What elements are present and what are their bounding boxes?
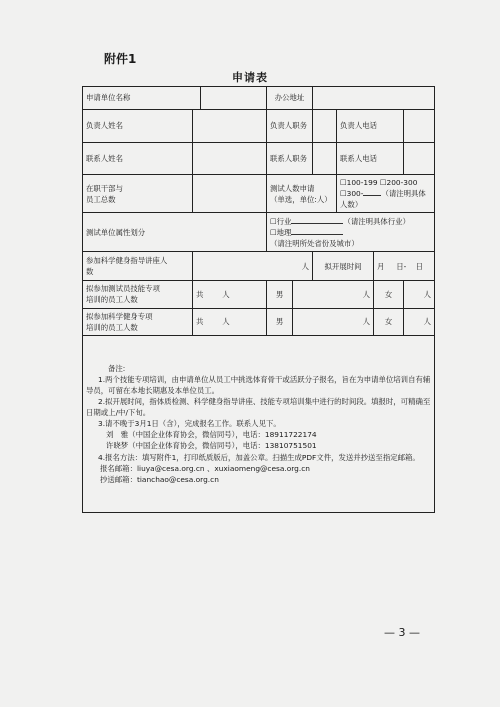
tester-training-label-line2: 培训的员工人数 <box>86 295 138 305</box>
tester-total-unit: 人 <box>222 289 230 299</box>
attribute-options <box>267 213 435 252</box>
form-row-unit <box>83 87 435 110</box>
fitness-female-unit: 人 <box>423 317 432 327</box>
form-title: 申请表 <box>232 71 268 84</box>
fitness-female-label: 女 <box>374 308 404 335</box>
fitness-training-label <box>83 308 193 335</box>
industry-blank[interactable] <box>291 216 343 224</box>
tester-female-field[interactable] <box>404 281 435 308</box>
tester-male-field[interactable] <box>293 281 374 308</box>
test-count-label-line2: （单选，单位:人） <box>270 194 332 204</box>
cc-email-line <box>86 474 431 485</box>
region-note: （请注明所处省份及城市） <box>270 238 359 248</box>
signup-email-line <box>86 463 431 474</box>
fitness-training-label-line2: 培训的员工人数 <box>86 322 138 332</box>
form-row-fitness-training <box>83 308 435 335</box>
contact-post-label: 联系人职务 <box>267 143 313 175</box>
note-item-1: 1.两个技能专项培训，由申请单位从员工中挑选体育骨干或活跃分子报名，旨在为申请单位培训自有辅导员，可留在本地长期惠及本单位员工。 <box>86 374 431 395</box>
contact-phone-label: 联系人电话 <box>337 143 404 175</box>
form-row-staff <box>83 175 435 213</box>
attachment-label: 附件1 <box>104 52 137 66</box>
form-row-contact <box>83 143 435 175</box>
day-label-2: 日 <box>415 261 424 271</box>
form-row-tester-training <box>83 281 435 308</box>
notes-cell <box>83 335 435 512</box>
day-label: 日 <box>396 261 404 271</box>
option-300-plus-checkbox[interactable]: ☐300- <box>340 189 364 199</box>
lecture-count-label <box>83 252 193 281</box>
signup-email-label: 报名邮箱： <box>100 463 137 473</box>
fitness-male-unit: 人 <box>362 317 371 327</box>
region-checkbox[interactable]: ☐地理 <box>270 227 292 237</box>
signup-email-value: liuya@cesa.org.cn 、xuxiaomeng@cesa.org.cn <box>136 463 310 473</box>
test-count-label <box>267 175 337 213</box>
form-row-attribute <box>83 213 435 252</box>
form-row-notes <box>83 335 435 512</box>
lecture-label-line1: 参加科学健身指导讲座人 <box>86 256 168 266</box>
unit-name-label: 申请单位名称 <box>83 87 201 110</box>
tester-female-unit: 人 <box>423 289 432 299</box>
office-address-field[interactable] <box>313 87 435 110</box>
option-100-199-checkbox[interactable]: ☐100-199 <box>340 178 378 187</box>
unit-name-field[interactable] <box>201 87 267 110</box>
tester-total-field[interactable] <box>193 281 267 308</box>
page-number: — 3 — <box>384 626 420 639</box>
range-dash: - <box>403 261 407 271</box>
lecture-unit: 人 <box>301 261 310 271</box>
staff-total-label-line1: 在职干部与 <box>86 183 123 193</box>
form-row-lecture <box>83 252 435 281</box>
tester-training-label-line1: 拟参加测试员技能专项 <box>86 284 160 294</box>
month-label: 月 <box>377 261 385 271</box>
tester-training-label <box>83 281 193 308</box>
attribute-label: 测试单位属性划分 <box>83 213 267 252</box>
cc-email-value: tianchao@cesa.org.cn <box>136 474 219 484</box>
lecture-count-field[interactable] <box>193 252 313 281</box>
contact-person-2: 许晓梦（中国企业体育协会，微信同号），电话：13810751501 <box>106 441 317 451</box>
planned-time-field[interactable] <box>374 252 435 281</box>
staff-total-label <box>83 175 193 213</box>
contact-name-label: 联系人姓名 <box>83 143 193 175</box>
fitness-total-field[interactable] <box>193 308 267 335</box>
planned-time-label: 拟开展时间 <box>313 252 374 281</box>
office-address-label: 办公地址 <box>267 87 313 110</box>
test-count-options <box>337 175 435 213</box>
leader-post-label: 负责人职务 <box>267 110 313 143</box>
fitness-total-unit: 人 <box>222 317 230 327</box>
option-300-note: （请注明具体人数） <box>340 189 426 210</box>
cc-email-label: 抄送邮箱： <box>100 474 137 484</box>
fitness-male-label: 男 <box>267 308 293 335</box>
industry-note: （请注明具体行业） <box>343 216 410 226</box>
note-item-3: 3.请不晚于3月1日（含），完成报名工作。联系人见下。 <box>98 419 281 429</box>
fitness-training-label-line1: 拟参加科学健身专项 <box>86 311 153 321</box>
leader-name-field[interactable] <box>193 110 267 143</box>
tester-female-label: 女 <box>374 281 404 308</box>
region-blank[interactable] <box>291 227 343 235</box>
tester-male-unit: 人 <box>362 289 371 299</box>
leader-post-field[interactable] <box>313 110 337 143</box>
application-form-table <box>82 86 435 513</box>
fitness-male-field[interactable] <box>293 308 374 335</box>
fitness-female-field[interactable] <box>404 308 435 335</box>
leader-name-label: 负责人姓名 <box>83 110 193 143</box>
contact-post-field[interactable] <box>313 143 337 175</box>
staff-total-label-line2: 员工总数 <box>86 194 116 204</box>
contact-name-field[interactable] <box>193 143 267 175</box>
staff-total-field[interactable] <box>193 175 267 213</box>
option-200-300-checkbox[interactable]: ☐200-300 <box>379 178 418 187</box>
note-item-4: 4.报名方法：填写附件1，打印纸质版后，加盖公章。扫描生成PDF文件，发送并抄送至指定邮箱。 <box>98 452 420 462</box>
test-count-label-line1: 测试人数申请 <box>270 183 315 193</box>
contact-person-1: 刘 雅（中国企业体育协会，微信同号），电话：18911722174 <box>106 430 317 440</box>
notes-heading: 备注: <box>108 363 126 373</box>
leader-phone-label: 负责人电话 <box>337 110 404 143</box>
industry-checkbox[interactable]: ☐行业 <box>270 216 292 226</box>
note-item-2: 2.拟开展时间，指体质检测、科学健身指导讲座、技能专项培训集中进行的时间段。填报时，可精确至日期或上/中/下旬。 <box>86 396 431 418</box>
tester-male-label: 男 <box>267 281 293 308</box>
form-row-leader <box>83 110 435 143</box>
tester-total-label: 共 <box>196 289 204 299</box>
contact-phone-field[interactable] <box>404 143 435 175</box>
lecture-label-line2: 数 <box>86 267 94 277</box>
leader-phone-field[interactable] <box>404 110 435 143</box>
fitness-total-label: 共 <box>196 317 204 327</box>
option-300-count-blank[interactable] <box>363 188 381 196</box>
